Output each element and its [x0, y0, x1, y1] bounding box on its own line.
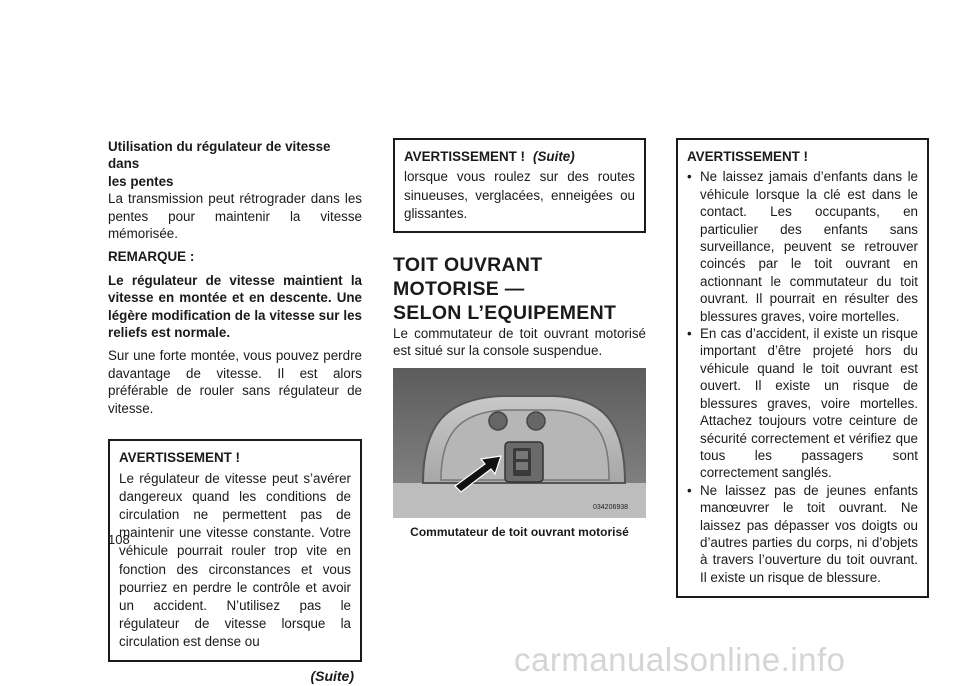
warning-box-sunroof [676, 138, 929, 598]
sunroof-heading-line2: SELON L’EQUIPEMENT [393, 302, 617, 325]
warning-list [687, 168, 918, 586]
suite-label: (Suite) [310, 667, 354, 684]
overhead-console-illustration [393, 368, 646, 518]
column-middle [393, 138, 646, 541]
section-heading-line2: les pentes [108, 173, 174, 189]
remarque-label: REMARQUE : [108, 249, 195, 265]
list-item [687, 482, 918, 586]
list-item-text: Ne laissez pas de jeunes enfants manœuvrer le toit ouvrant. Ne laissez pas dépasser vos doigts ou d’autres parties du corps, ni d’objets à travers l’ouverture du toit ouvrant. Il existe un risque de blessure. [700, 482, 918, 585]
list-item-text: En cas d’accident, il existe un risque important d’être projeté hors du véhicule quand le toit ouvrant est ouvert. Il existe un risque de blessures graves, voire mortelles. Attachez toujours votre ceinture de sécurité correctement et vérifiez que tous les passagers sont correctement sanglés. [700, 326, 918, 481]
page-number: 108 [108, 532, 130, 547]
bullet: • [687, 326, 692, 342]
bullet: • [687, 169, 692, 185]
footer-watermark: carmanualsonline.info [514, 641, 846, 678]
suite-label: (Suite) [533, 149, 575, 164]
warning-box-cruise [108, 439, 362, 661]
warning-box-continued [393, 138, 646, 233]
paragraph-switch-location: Le commutateur de toit ouvrant motorisé est situé sur la console suspendue. [393, 326, 646, 359]
warning-title: AVERTISSEMENT ! [687, 149, 809, 164]
warning-title-line [404, 148, 635, 165]
warning-text: Le régulateur de vitesse peut s’avérer dangereux quand les conditions de circulation ne permettent pas de maintenir une vitesse constante. Votre véhicule pourrait rouler trop vite en fonction des circonstances et vous pourriez en perdre le contrôle et avoir un accident. N’utilisez pas le régulateur de vitesse lorsque la circulation est dense ou [119, 470, 351, 650]
remarque-text: Le régulateur de vitesse maintient la vitesse en montée et en descente. Une légère modification de la vitesse sur les reliefs est normale. [108, 272, 362, 341]
warning-text: lorsque vous roulez sur des routes sinueuses, verglacées, enneigées ou glissantes. [404, 169, 635, 221]
paragraph-forte-montee: Sur une forte montée, vous pouvez perdre davantage de vitesse. Il est alors préférable de rouler sans régulateur de vitesse. [108, 348, 362, 416]
list-item [687, 325, 918, 482]
section-heading-line1: Utilisation du régulateur de vitesse dans [108, 139, 331, 172]
sunroof-heading-line1: TOIT OUVRANT MOTORISE — [393, 254, 543, 301]
image-code: 034206938 [593, 503, 629, 511]
paragraph-transmission: La transmission peut rétrograder dans les pentes pour maintenir la vitesse mémorisée. [108, 191, 362, 242]
list-item-text: Ne laissez jamais d’enfants dans le véhicule lorsque la clé est dans le contact. Les occupants, en particulier des enfants sans surveillance, peuvent se retrouver coincés par le toit ouvrant en actionnant le commutateur du toit ouvrant. Il pourrait en résulter des blessures graves, voire mortelles. [700, 169, 918, 324]
column-right [676, 138, 929, 598]
list-item [687, 168, 918, 325]
warning-title: AVERTISSEMENT ! [119, 450, 241, 466]
bullet: • [687, 482, 692, 498]
warning-title: AVERTISSEMENT ! [404, 149, 526, 164]
sunroof-switch-photo [393, 368, 646, 518]
column-left [108, 138, 362, 685]
photo-caption: Commutateur de toit ouvrant motorisé [410, 524, 629, 539]
